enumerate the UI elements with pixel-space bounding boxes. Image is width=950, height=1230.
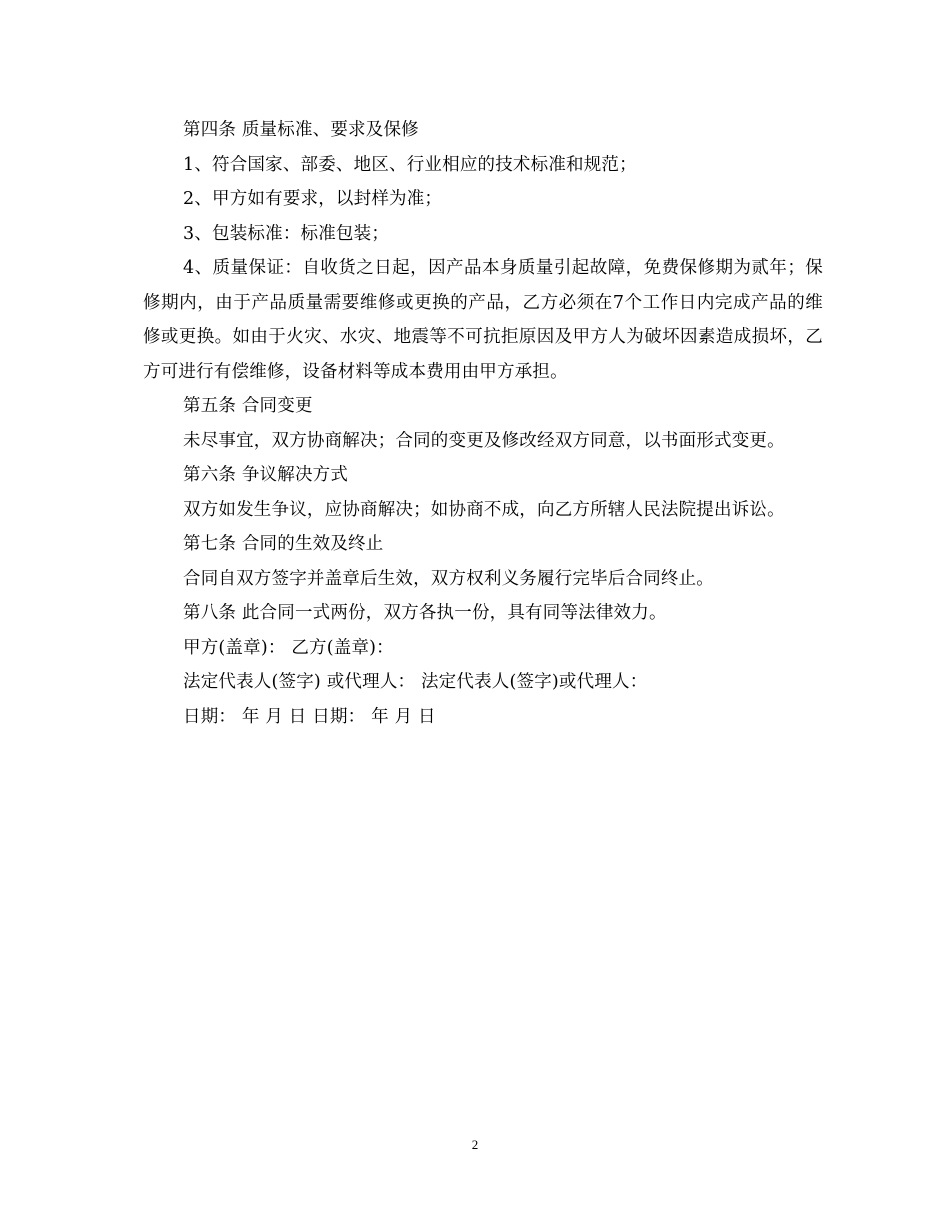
article-5-heading: 第五条 合同变更 xyxy=(183,396,313,416)
document-body xyxy=(143,113,823,734)
article-7-text: 合同自双方签字并盖章后生效，双方权利义务履行完毕后合同终止。 xyxy=(183,568,714,589)
article-4-item-4: 4、质量保证：自收货之日起，因产品本身质量引起故障，免费保修期为贰年；保修期内，由于产品质量需要维修或更换的产品，乙方必须在7个工作日内完成产品的维修或更换。如由于火灾、水灾、地震等不可抗拒原因及甲方人为破坏因素造成损坏，乙方可进行有偿维修，设备材料等成本费用由甲方承担。 xyxy=(143,258,823,382)
article-8-text: 第八条 此合同一式两份，双方各执一份，具有同等法律效力。 xyxy=(183,603,667,623)
article-7-heading: 第七条 合同的生效及终止 xyxy=(183,534,384,554)
article-6-text: 双方如发生争议，应协商解决；如协商不成，向乙方所辖人民法院提出诉讼。 xyxy=(183,499,785,520)
article-4-item-1: 1、符合国家、部委、地区、行业相应的技术标准和规范； xyxy=(183,154,637,175)
article-5-text: 未尽事宜，双方协商解决；合同的变更及修改经双方同意，以书面形式变更。 xyxy=(183,430,785,451)
article-4-item-3: 3、包装标准：标准包装； xyxy=(183,223,390,244)
page-number: 2 xyxy=(471,1137,479,1152)
article-4-heading: 第四条 质量标准、要求及保修 xyxy=(183,120,419,140)
signature-date-line: 日期： 年 月 日 日期： 年 月 日 xyxy=(183,706,436,727)
signature-representative-line: 法定代表人(签字) 或代理人： 法定代表人(签字)或代理人： xyxy=(183,672,648,692)
signature-seal-line: 甲方(盖章)： 乙方(盖章)： xyxy=(183,637,394,658)
article-6-heading: 第六条 争议解决方式 xyxy=(183,465,349,485)
article-4-item-2: 2、甲方如有要求，以封样为准； xyxy=(183,189,443,209)
